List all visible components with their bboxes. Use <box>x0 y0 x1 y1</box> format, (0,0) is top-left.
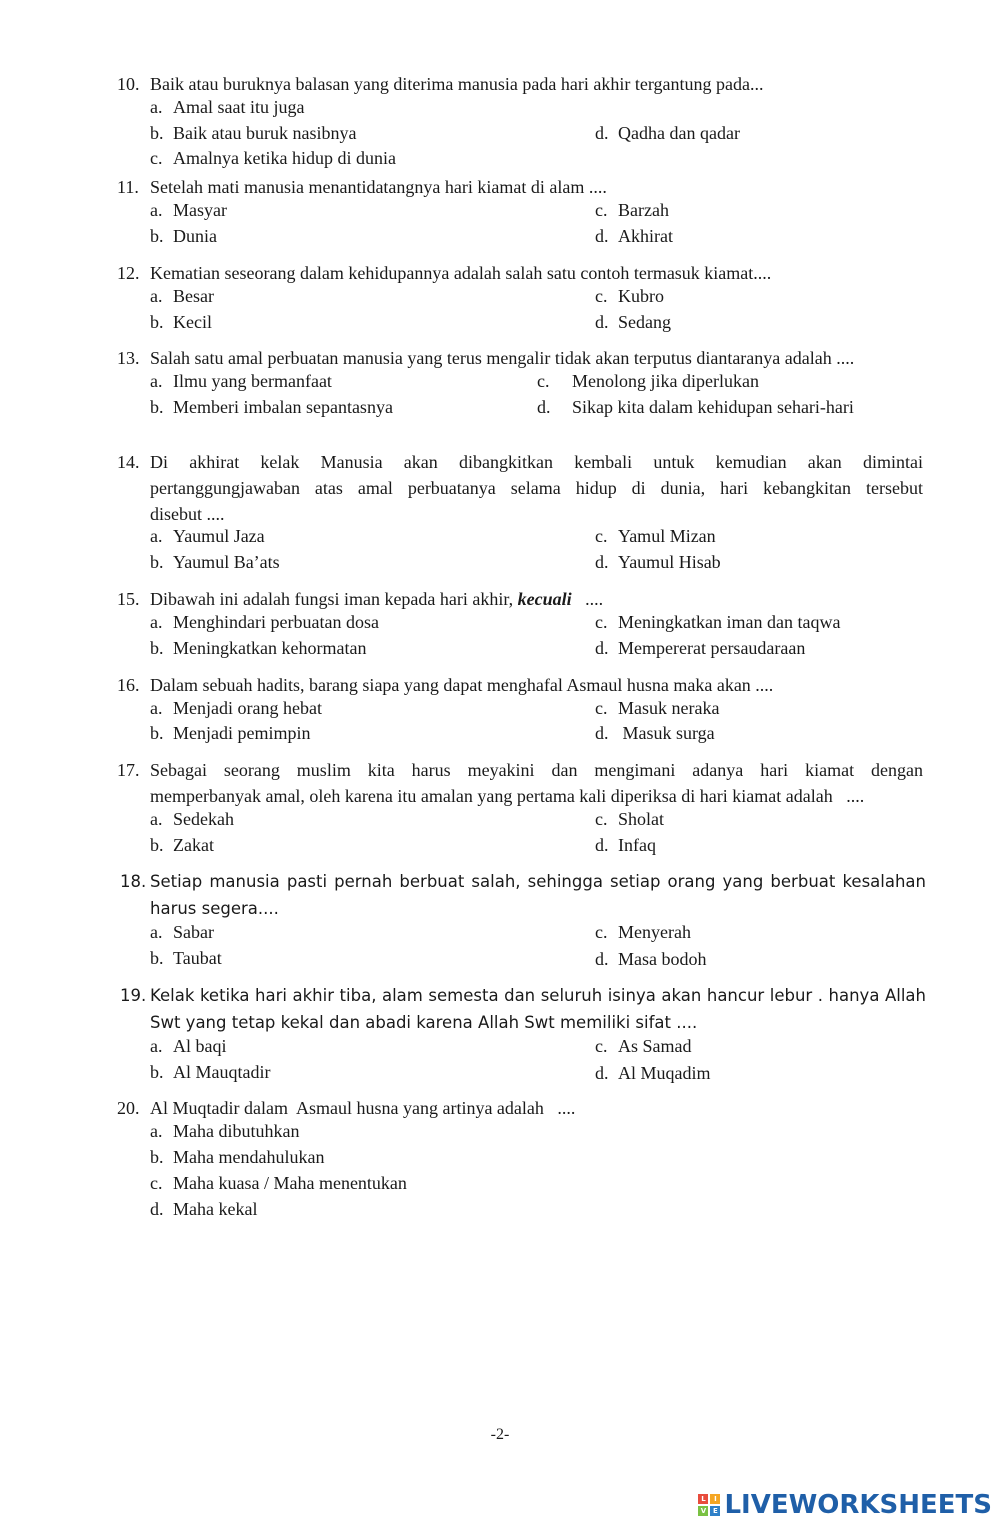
question-number: 18. <box>120 872 147 891</box>
logo-text: LIVEWORKSHEETS <box>724 1490 992 1520</box>
option-12c[interactable]: c. Kubro <box>595 286 664 306</box>
question-number: 20. <box>117 1098 140 1118</box>
option-17b[interactable]: b. Zakat <box>150 835 214 855</box>
question-number: 11. <box>117 177 139 197</box>
question-text: Kematian seseorang dalam kehidupannya adalah salah satu contoh termasuk kiamat.... <box>150 263 772 283</box>
option-16d[interactable]: d. Masuk surga <box>595 723 715 743</box>
question-number: 15. <box>117 589 140 609</box>
option-14c[interactable]: c. Yamul Mizan <box>595 526 716 546</box>
liveworksheets-logo[interactable] <box>698 1490 992 1520</box>
question-text-line: Swt yang tetap kekal dan abadi karena Allah Swt memiliki sifat .... <box>150 1013 698 1032</box>
question-number: 19. <box>120 986 147 1005</box>
question-13 <box>117 345 923 371</box>
question-number: 14. <box>117 452 140 472</box>
question-number: 13. <box>117 348 140 368</box>
option-19b[interactable]: b. Al Mauqtadir <box>150 1062 271 1082</box>
question-text-line: memperbanyak amal, oleh karena itu amalan yang pertama kali diperiksa di hari kiamat adalah .... <box>150 786 865 806</box>
option-11a[interactable]: a. Masyar <box>150 200 227 220</box>
question-14 <box>117 449 923 527</box>
option-14b[interactable]: b. Yaumul Ba’ats <box>150 552 280 572</box>
option-10b[interactable]: b. Baik atau buruk nasibnya <box>150 123 357 143</box>
option-19c[interactable]: c. As Samad <box>595 1036 692 1056</box>
option-18c[interactable]: c. Menyerah <box>595 922 691 942</box>
question-text-line: Sebagai seorang muslim kita harus meyakini dan mengimani adanya hari kiamat dengan <box>150 760 923 780</box>
question-number: 10. <box>117 74 140 94</box>
option-16a[interactable]: a. Menjadi orang hebat <box>150 698 322 718</box>
option-11c[interactable]: c. Barzah <box>595 200 669 220</box>
page-number: -2- <box>490 1426 510 1443</box>
question-text: Dalam sebuah hadits, barang siapa yang dapat menghafal Asmaul husna maka akan .... <box>150 675 774 695</box>
option-20d[interactable]: d. Maha kekal <box>150 1199 258 1219</box>
option-19a[interactable]: a. Al baqi <box>150 1036 227 1056</box>
question-19 <box>120 982 926 1036</box>
question-text-line: disebut .... <box>150 504 225 524</box>
emphasis-kecuali: kecuali <box>517 589 572 609</box>
option-15c[interactable]: c. Meningkatkan iman dan taqwa <box>595 612 841 632</box>
option-15d[interactable]: d. Mempererat persaudaraan <box>595 638 806 658</box>
option-18a[interactable]: a. Sabar <box>150 922 214 942</box>
question-18 <box>120 868 926 922</box>
question-12 <box>117 260 923 286</box>
option-17a[interactable]: a. Sedekah <box>150 809 234 829</box>
option-17d[interactable]: d. Infaq <box>595 835 656 855</box>
option-12d[interactable]: d. Sedang <box>595 312 671 332</box>
question-20 <box>117 1095 923 1121</box>
question-text-line: Di akhirat kelak Manusia akan dibangkitkan kembali untuk kemudian akan dimintai <box>150 452 923 472</box>
question-text: Al Muqtadir dalam Asmaul husna yang artinya adalah .... <box>150 1098 576 1118</box>
question-text: Dibawah ini adalah fungsi iman kepada hari akhir, kecuali .... <box>150 589 604 609</box>
option-16b[interactable]: b. Menjadi pemimpin <box>150 723 311 743</box>
option-20b[interactable]: b. Maha mendahulukan <box>150 1147 325 1167</box>
option-16c[interactable]: c. Masuk neraka <box>595 698 720 718</box>
question-17 <box>117 757 923 809</box>
option-13d[interactable]: d. Sikap kita dalam kehidupan sehari-hari <box>537 397 854 417</box>
option-18b[interactable]: b. Taubat <box>150 948 222 968</box>
question-15 <box>117 586 923 612</box>
option-13c[interactable]: c. Menolong jika diperlukan <box>537 371 759 391</box>
option-11b[interactable]: b. Dunia <box>150 226 217 246</box>
option-10d[interactable]: d. Qadha dan qadar <box>595 123 740 143</box>
question-text: Setelah mati manusia menantidatangnya hari kiamat di alam .... <box>150 177 607 197</box>
option-13a[interactable]: a. Ilmu yang bermanfaat <box>150 371 332 391</box>
question-text-line: pertanggungjawaban atas amal perbuatanya selama hidup di dunia, hari kebangkitan tersebut <box>150 478 923 498</box>
question-text-line: harus segera.... <box>150 899 279 918</box>
question-number: 12. <box>117 263 140 283</box>
option-12b[interactable]: b. Kecil <box>150 312 212 332</box>
option-12a[interactable]: a. Besar <box>150 286 214 306</box>
question-number: 17. <box>117 760 140 780</box>
logo-icon: L I V E <box>698 1494 720 1516</box>
option-19d[interactable]: d. Al Muqadim <box>595 1063 711 1083</box>
option-20c[interactable]: c. Maha kuasa / Maha menentukan <box>150 1173 407 1193</box>
option-14d[interactable]: d. Yaumul Hisab <box>595 552 721 572</box>
option-11d[interactable]: d. Akhirat <box>595 226 673 246</box>
option-18d[interactable]: d. Masa bodoh <box>595 949 707 969</box>
option-15a[interactable]: a. Menghindari perbuatan dosa <box>150 612 379 632</box>
option-20a[interactable]: a. Maha dibutuhkan <box>150 1121 300 1141</box>
option-10a[interactable]: a. Amal saat itu juga <box>150 97 305 117</box>
question-text-line: Setiap manusia pasti pernah berbuat salah, sehingga setiap orang yang berbuat kesalahan <box>150 872 926 891</box>
option-17c[interactable]: c. Sholat <box>595 809 665 829</box>
question-text: Salah satu amal perbuatan manusia yang terus mengalir tidak akan terputus diantaranya adalah .... <box>150 348 855 368</box>
question-11 <box>117 174 923 200</box>
question-text: Baik atau buruknya balasan yang diterima manusia pada hari akhir tergantung pada... <box>150 74 764 94</box>
question-16 <box>117 672 923 698</box>
option-15b[interactable]: b. Meningkatkan kehormatan <box>150 638 367 658</box>
option-14a[interactable]: a. Yaumul Jaza <box>150 526 265 546</box>
question-number: 16. <box>117 675 140 695</box>
option-10c[interactable]: c. Amalnya ketika hidup di dunia <box>150 148 396 168</box>
question-text-line: Kelak ketika hari akhir tiba, alam semesta dan seluruh isinya akan hancur lebur . hanya Allah <box>150 986 926 1005</box>
question-10 <box>117 71 923 97</box>
option-13b[interactable]: b. Memberi imbalan sepantasnya <box>150 397 393 417</box>
